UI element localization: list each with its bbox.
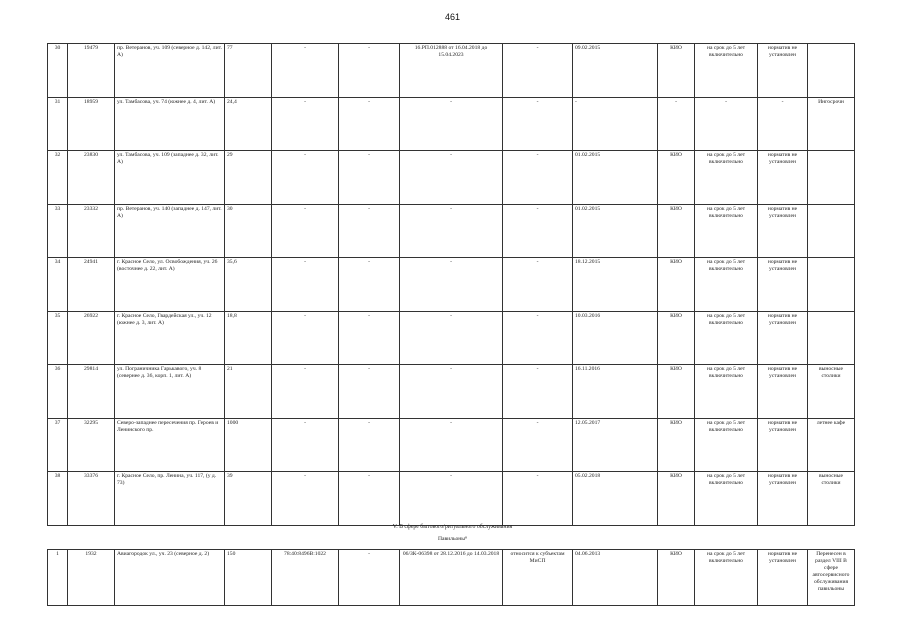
row-number: 32: [48, 151, 68, 205]
object-code: 23830: [68, 151, 115, 205]
row-number: 33: [48, 204, 68, 258]
norm-cell: норматив не установлен: [758, 418, 808, 472]
date-cell: 10.03.2016: [573, 311, 658, 365]
page-number: 461: [444, 12, 461, 22]
row-number: 36: [48, 365, 68, 419]
rights-cell: -: [339, 97, 400, 151]
address-cell: г. Красное Село, Гвардейская ул., уч. 12 (южнее д. 3, лит. А): [115, 311, 225, 365]
term-cell: на срок до 5 лет включительно: [695, 418, 758, 472]
subject-cell: относится к субъектам МиСП: [503, 550, 573, 606]
rights-cell: -: [339, 472, 400, 526]
rights-cell: -: [339, 44, 400, 98]
note-cell: выносные столики: [808, 472, 855, 526]
term-cell: -: [695, 97, 758, 151]
cadastral-cell: -: [272, 97, 339, 151]
date-cell: 01.02.2015: [573, 151, 658, 205]
subject-cell: -: [503, 151, 573, 205]
row-number: 38: [48, 472, 68, 526]
date-cell: 05.02.2018: [573, 472, 658, 526]
subject-cell: -: [503, 365, 573, 419]
rights-cell: -: [339, 204, 400, 258]
document-cell: 06/ЗК-06398 от 28.12.2016 до 14.03.2018: [400, 550, 503, 606]
date-cell: 09.02.2015: [573, 44, 658, 98]
row-number: 1: [48, 550, 68, 606]
area-cell: 150: [225, 550, 272, 606]
document-cell: -: [400, 204, 503, 258]
rights-cell: -: [339, 365, 400, 419]
note-cell: [808, 151, 855, 205]
norm-cell: норматив не установлен: [758, 550, 808, 606]
object-code: 29814: [68, 365, 115, 419]
cadastral-cell: -: [272, 365, 339, 419]
table-row: [48, 258, 855, 312]
term-cell: на срок до 5 лет включительно: [695, 258, 758, 312]
area-cell: 18,8: [225, 311, 272, 365]
rights-cell: -: [339, 258, 400, 312]
norm-cell: норматив не установлен: [758, 151, 808, 205]
note-cell: [808, 258, 855, 312]
term-cell: на срок до 5 лет включительно: [695, 550, 758, 606]
object-code: 19479: [68, 44, 115, 98]
address-cell: Авиагородок ул., уч. 23 (северное д. 2): [115, 550, 225, 606]
subject-cell: -: [503, 97, 573, 151]
address-cell: пр. Ветеранов, уч. 109 (северное д. 142, лит. А): [115, 44, 225, 98]
organization-cell: КИО: [658, 258, 695, 312]
section-heading: V. В сфере бытового/ритуального обслуживания: [392, 524, 513, 530]
date-cell: 18.12.2015: [573, 258, 658, 312]
term-cell: на срок до 5 лет включительно: [695, 44, 758, 98]
term-cell: на срок до 5 лет включительно: [695, 472, 758, 526]
norm-cell: норматив не установлен: [758, 472, 808, 526]
table-row: [48, 97, 855, 151]
document-cell: -: [400, 97, 503, 151]
document-cell: -: [400, 472, 503, 526]
organization-cell: КИО: [658, 365, 695, 419]
rights-cell: -: [339, 550, 400, 606]
area-cell: 24,4: [225, 97, 272, 151]
area-cell: 77: [225, 44, 272, 98]
norm-cell: норматив не установлен: [758, 258, 808, 312]
note-cell: летнее кафе: [808, 418, 855, 472]
address-cell: г. Красное Село, пр. Ленина, уч. 117, (у д. 73): [115, 472, 225, 526]
address-cell: пр. Ветеранов, уч. 140 (западнее д. 147, лит. А): [115, 204, 225, 258]
object-code: 1932: [68, 550, 115, 606]
organization-cell: КИО: [658, 550, 695, 606]
rights-cell: -: [339, 311, 400, 365]
area-cell: 30: [225, 204, 272, 258]
row-number: 31: [48, 97, 68, 151]
area-cell: 29: [225, 151, 272, 205]
organization-cell: КИО: [658, 151, 695, 205]
address-cell: ул. Тамбасова, уч. 109 (западнее д. 32, лит. А): [115, 151, 225, 205]
area-cell: 39: [225, 472, 272, 526]
cadastral-cell: 78:40:8496В:1022: [272, 550, 339, 606]
objects-table: [47, 43, 855, 526]
object-code: 23332: [68, 204, 115, 258]
area-cell: 1000: [225, 418, 272, 472]
date-cell: -: [573, 97, 658, 151]
note-cell: выносные столики: [808, 365, 855, 419]
subject-cell: -: [503, 204, 573, 258]
date-cell: 01.02.2015: [573, 204, 658, 258]
note-cell: [808, 311, 855, 365]
cadastral-cell: -: [272, 311, 339, 365]
table-row: [48, 550, 855, 606]
table-row: [48, 311, 855, 365]
address-cell: Северо-западнее пересечения пр. Героев и Ленинского пр.: [115, 418, 225, 472]
table-row: [48, 365, 855, 419]
norm-cell: норматив не установлен: [758, 204, 808, 258]
cadastral-cell: -: [272, 151, 339, 205]
section-subtitle: Павильоны⁸: [438, 536, 467, 542]
document-cell: -: [400, 151, 503, 205]
table-row: [48, 44, 855, 98]
note-cell: Ингосрочн: [808, 97, 855, 151]
section-table: [47, 549, 855, 606]
object-code: 18959: [68, 97, 115, 151]
object-code: 32295: [68, 418, 115, 472]
note-cell: [808, 44, 855, 98]
organization-cell: КИО: [658, 44, 695, 98]
cadastral-cell: -: [272, 418, 339, 472]
cadastral-cell: -: [272, 258, 339, 312]
subject-cell: -: [503, 311, 573, 365]
row-number: 30: [48, 44, 68, 98]
subject-cell: -: [503, 44, 573, 98]
organization-cell: КИО: [658, 311, 695, 365]
document-cell: -: [400, 258, 503, 312]
norm-cell: норматив не установлен: [758, 44, 808, 98]
cadastral-cell: -: [272, 472, 339, 526]
rights-cell: -: [339, 418, 400, 472]
cadastral-cell: -: [272, 44, 339, 98]
address-cell: ул. Пограничника Гарькавого, уч. 8 (севернее д. 36, корп. 1, лит. А): [115, 365, 225, 419]
date-cell: 16.11.2016: [573, 365, 658, 419]
subject-cell: -: [503, 258, 573, 312]
area-cell: 35,6: [225, 258, 272, 312]
row-number: 37: [48, 418, 68, 472]
table-row: [48, 204, 855, 258]
table-row: [48, 472, 855, 526]
table-row: [48, 418, 855, 472]
note-cell: [808, 204, 855, 258]
table-row: [48, 151, 855, 205]
row-number: 35: [48, 311, 68, 365]
organization-cell: -: [658, 97, 695, 151]
term-cell: на срок до 5 лет включительно: [695, 204, 758, 258]
document-cell: -: [400, 311, 503, 365]
term-cell: на срок до 5 лет включительно: [695, 365, 758, 419]
row-number: 34: [48, 258, 68, 312]
norm-cell: -: [758, 97, 808, 151]
note-cell: Перенесен в раздел VIII В сфере автосервисного обслуживания павильоны: [808, 550, 855, 606]
document-cell: -: [400, 418, 503, 472]
subject-cell: -: [503, 418, 573, 472]
term-cell: на срок до 5 лет включительно: [695, 311, 758, 365]
object-code: 33376: [68, 472, 115, 526]
object-code: 26922: [68, 311, 115, 365]
area-cell: 21: [225, 365, 272, 419]
document-cell: -: [400, 365, 503, 419]
address-cell: г. Красное Село, ул. Освобождения, уч. 26 (восточнее д. 22, лит. А): [115, 258, 225, 312]
date-cell: 04.06.2013: [573, 550, 658, 606]
rights-cell: -: [339, 151, 400, 205]
subject-cell: -: [503, 472, 573, 526]
cadastral-cell: -: [272, 204, 339, 258]
date-cell: 12.05.2017: [573, 418, 658, 472]
term-cell: на срок до 5 лет включительно: [695, 151, 758, 205]
object-code: 24941: [68, 258, 115, 312]
organization-cell: КИО: [658, 472, 695, 526]
organization-cell: КИО: [658, 204, 695, 258]
norm-cell: норматив не установлен: [758, 311, 808, 365]
organization-cell: КИО: [658, 418, 695, 472]
address-cell: ул. Тамбасова, уч. 74 (южнее д. 4, лит. А): [115, 97, 225, 151]
document-cell: 16.РП.012888 от 16.04.2018 до 15.04.2023: [400, 44, 503, 98]
norm-cell: норматив не установлен: [758, 365, 808, 419]
